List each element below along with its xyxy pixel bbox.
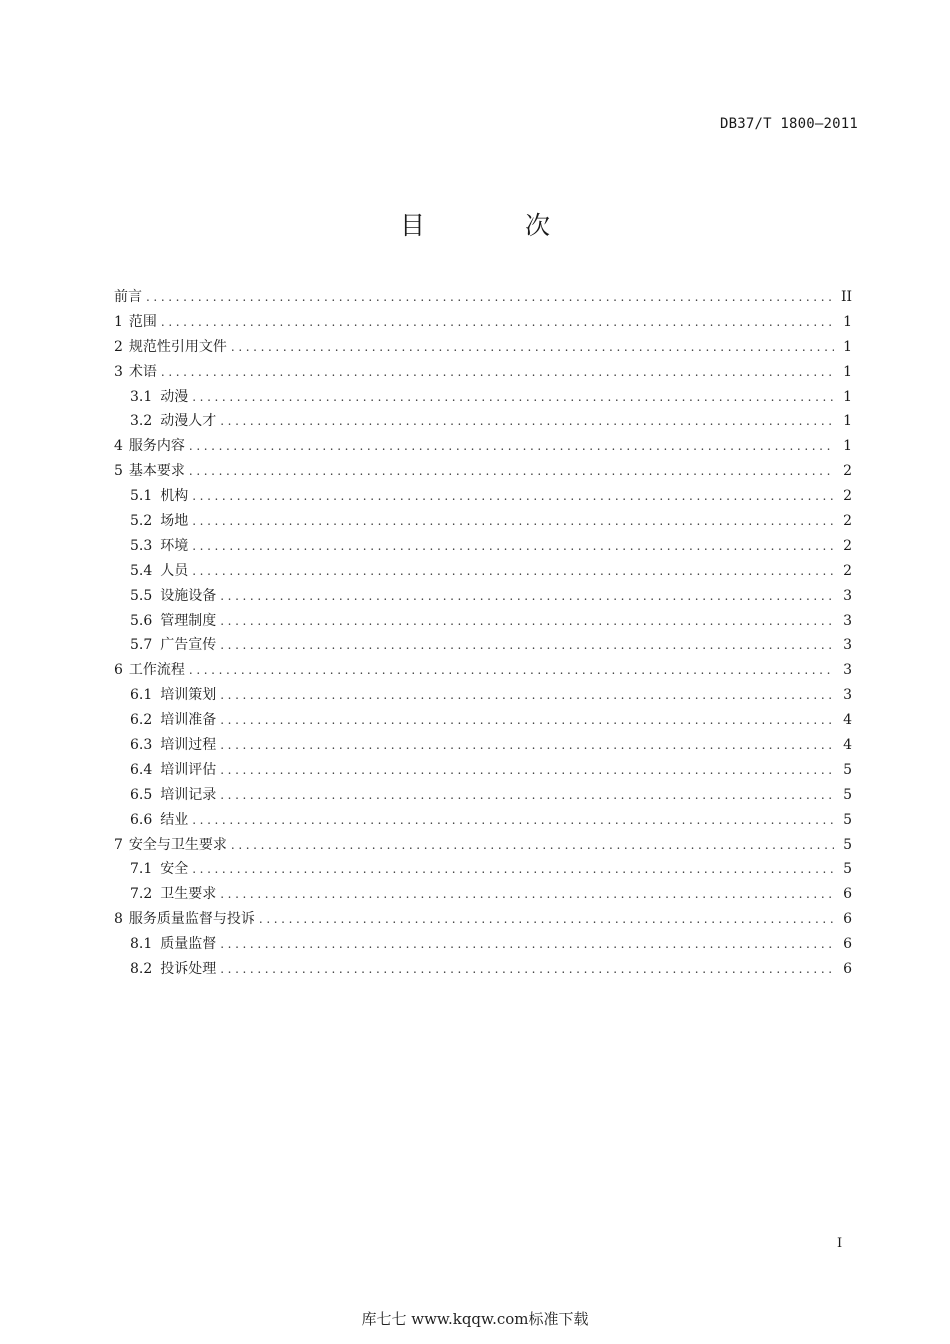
- toc-leader-dots: [189, 663, 834, 677]
- toc-leader-dots: [192, 489, 834, 503]
- toc-entry-page: 5: [843, 836, 852, 853]
- toc-entry[interactable]: [114, 684, 852, 709]
- toc-entry-number: 6.1: [130, 687, 153, 704]
- toc-entry-label: 服务质量监督与投诉: [128, 911, 255, 928]
- toc-entry-number: 7: [114, 836, 123, 853]
- toc-entry-page: 6: [843, 936, 852, 953]
- toc-entry-page: 2: [843, 537, 852, 554]
- toc-entry-page: 3: [843, 612, 852, 629]
- toc-entry-label: 培训过程: [160, 737, 217, 754]
- toc-entry[interactable]: [114, 659, 852, 684]
- toc-entry-number: 8.1: [130, 936, 153, 953]
- toc-entry-page: 3: [843, 587, 852, 604]
- toc-entry[interactable]: [114, 336, 852, 361]
- toc-entry[interactable]: [114, 858, 852, 883]
- toc-leader-dots: [220, 713, 834, 727]
- toc-entry[interactable]: [114, 759, 852, 784]
- toc-entry-number: 5.6: [130, 612, 153, 629]
- toc-entry-label: 动漫: [160, 388, 189, 405]
- toc-leader-dots: [192, 564, 834, 578]
- toc-entry-label: 规范性引用文件: [128, 338, 227, 355]
- toc-entry-number: 3: [114, 363, 123, 380]
- toc-entry-page: 1: [843, 313, 852, 330]
- toc-entry-page: 2: [843, 562, 852, 579]
- toc-entry-page: 1: [843, 388, 852, 405]
- toc-entry[interactable]: [114, 883, 852, 908]
- page-title: 目 次: [400, 211, 596, 240]
- toc-entry-label: 培训评估: [160, 761, 217, 778]
- toc-entry[interactable]: [114, 734, 852, 759]
- toc-entry[interactable]: [114, 560, 852, 585]
- toc-leader-dots: [192, 813, 834, 827]
- toc-leader-dots: [220, 738, 834, 752]
- toc-leader-dots: [220, 614, 834, 628]
- toc-entry-label: 投诉处理: [160, 961, 217, 978]
- toc-entry-number: 5: [114, 463, 123, 480]
- toc-leader-dots: [146, 290, 833, 304]
- footer-watermark: 库七七 www.kqqw.com标准下载: [361, 1310, 589, 1328]
- toc-entry-number: 8.2: [130, 961, 153, 978]
- toc-entry-label: 管理制度: [160, 612, 217, 629]
- toc-entry[interactable]: [114, 286, 852, 311]
- toc-entry-label: 广告宣传: [160, 637, 217, 654]
- toc-entry-page: 5: [843, 811, 852, 828]
- toc-entry-number: 6.5: [130, 786, 153, 803]
- toc-entry[interactable]: [114, 485, 852, 510]
- toc-entry-label: 培训策划: [160, 687, 217, 704]
- toc-entry-page: 1: [843, 363, 852, 380]
- toc-entry-label: 结业: [160, 811, 189, 828]
- toc-leader-dots: [220, 763, 834, 777]
- toc-entry-page: 3: [843, 687, 852, 704]
- toc-entry-number: 1: [114, 313, 123, 330]
- toc-entry-page: 5: [843, 786, 852, 803]
- toc-entry-page: 6: [843, 911, 852, 928]
- toc-entry-label: 范围: [128, 313, 157, 330]
- toc-entry-label: 服务内容: [128, 438, 185, 455]
- toc-entry-page: 2: [843, 488, 852, 505]
- toc-entry-page: 2: [843, 463, 852, 480]
- standard-code: DB37/T 1800—2011: [719, 116, 858, 132]
- toc-leader-dots: [189, 464, 834, 478]
- toc-entry[interactable]: [114, 834, 852, 859]
- toc-entry-label: 质量监督: [160, 936, 217, 953]
- toc-entry-label: 前言: [114, 289, 142, 305]
- toc-entry-number: 5.2: [130, 513, 153, 530]
- toc-entry-page: 2: [843, 513, 852, 530]
- toc-entry-page: 1: [843, 338, 852, 355]
- toc-leader-dots: [231, 340, 834, 354]
- toc-entry-label: 动漫人才: [160, 413, 217, 430]
- toc-leader-dots: [220, 414, 834, 428]
- toc-leader-dots: [161, 315, 834, 329]
- toc-entry-number: 2: [114, 338, 123, 355]
- toc-entry[interactable]: [114, 435, 852, 460]
- toc-entry-number: 3.2: [130, 413, 153, 430]
- toc-entry[interactable]: [114, 634, 852, 659]
- toc-entry[interactable]: [114, 510, 852, 535]
- toc-leader-dots: [189, 439, 834, 453]
- toc-leader-dots: [220, 638, 834, 652]
- toc-leader-dots: [220, 962, 834, 976]
- toc-entry-page: II: [840, 289, 852, 305]
- toc-entry-label: 环境: [160, 537, 189, 554]
- toc-entry-label: 培训记录: [160, 786, 217, 803]
- toc-leader-dots: [192, 862, 834, 876]
- toc-entry[interactable]: [114, 809, 852, 834]
- toc-leader-dots: [220, 887, 834, 901]
- toc-leader-dots: [161, 365, 834, 379]
- toc-entry-number: 6.4: [130, 761, 153, 778]
- toc-entry-number: 5.1: [130, 488, 153, 505]
- toc-leader-dots: [220, 589, 834, 603]
- toc-entry-label: 工作流程: [128, 662, 185, 679]
- toc-entry-page: 1: [843, 413, 852, 430]
- toc-leader-dots: [192, 390, 834, 404]
- toc-leader-dots: [192, 514, 834, 528]
- toc-entry-label: 安全: [160, 861, 189, 878]
- toc-entry[interactable]: [114, 610, 852, 635]
- toc-leader-dots: [220, 937, 834, 951]
- toc-entry-number: 3.1: [130, 388, 153, 405]
- toc-entry-number: 7.2: [130, 886, 153, 903]
- toc-entry-page: 6: [843, 886, 852, 903]
- toc-entry-number: 8: [114, 911, 123, 928]
- toc-entry[interactable]: [114, 535, 852, 560]
- toc-entry-page: 1: [843, 438, 852, 455]
- toc-entry-number: 6: [114, 662, 123, 679]
- toc-entry-number: 5.5: [130, 587, 153, 604]
- toc-entry-page: 6: [843, 961, 852, 978]
- toc-entry[interactable]: [114, 361, 852, 386]
- toc-entry-label: 卫生要求: [160, 886, 217, 903]
- toc-entry-number: 4: [114, 438, 123, 455]
- toc-entry-label: 场地: [160, 513, 189, 530]
- toc-entry-page: 4: [843, 737, 852, 754]
- toc-entry-label: 基本要求: [128, 463, 185, 480]
- toc-entry[interactable]: [114, 784, 852, 809]
- page-number: I: [837, 1236, 843, 1251]
- toc-entry-label: 术语: [128, 363, 157, 380]
- toc-entry-number: 6.3: [130, 737, 153, 754]
- toc-entry[interactable]: [114, 460, 852, 485]
- toc-entry-number: 7.1: [130, 861, 153, 878]
- toc-entry[interactable]: [114, 311, 852, 336]
- toc-entry[interactable]: [114, 908, 852, 933]
- table-of-contents: [114, 286, 852, 983]
- toc-entry-page: 5: [843, 861, 852, 878]
- toc-leader-dots: [220, 788, 834, 802]
- toc-entry-label: 培训准备: [160, 712, 217, 729]
- toc-entry[interactable]: [114, 585, 852, 610]
- toc-leader-dots: [259, 912, 834, 926]
- toc-entry-number: 5.3: [130, 537, 153, 554]
- toc-entry-page: 3: [843, 662, 852, 679]
- toc-entry[interactable]: [114, 958, 852, 983]
- toc-leader-dots: [220, 688, 834, 702]
- toc-leader-dots: [192, 539, 834, 553]
- toc-entry[interactable]: [114, 410, 852, 435]
- toc-leader-dots: [231, 838, 834, 852]
- toc-entry-label: 人员: [160, 562, 189, 579]
- toc-entry[interactable]: [114, 933, 852, 958]
- toc-entry-page: 3: [843, 637, 852, 654]
- toc-entry-page: 4: [843, 712, 852, 729]
- toc-entry-label: 设施设备: [160, 587, 217, 604]
- toc-entry-number: 5.4: [130, 562, 153, 579]
- toc-entry[interactable]: [114, 386, 852, 411]
- toc-entry-label: 安全与卫生要求: [128, 836, 227, 853]
- toc-entry-page: 5: [843, 761, 852, 778]
- toc-entry-number: 6.6: [130, 811, 153, 828]
- toc-entry[interactable]: [114, 709, 852, 734]
- toc-entry-number: 6.2: [130, 712, 153, 729]
- toc-entry-number: 5.7: [130, 637, 153, 654]
- toc-entry-label: 机构: [160, 488, 189, 505]
